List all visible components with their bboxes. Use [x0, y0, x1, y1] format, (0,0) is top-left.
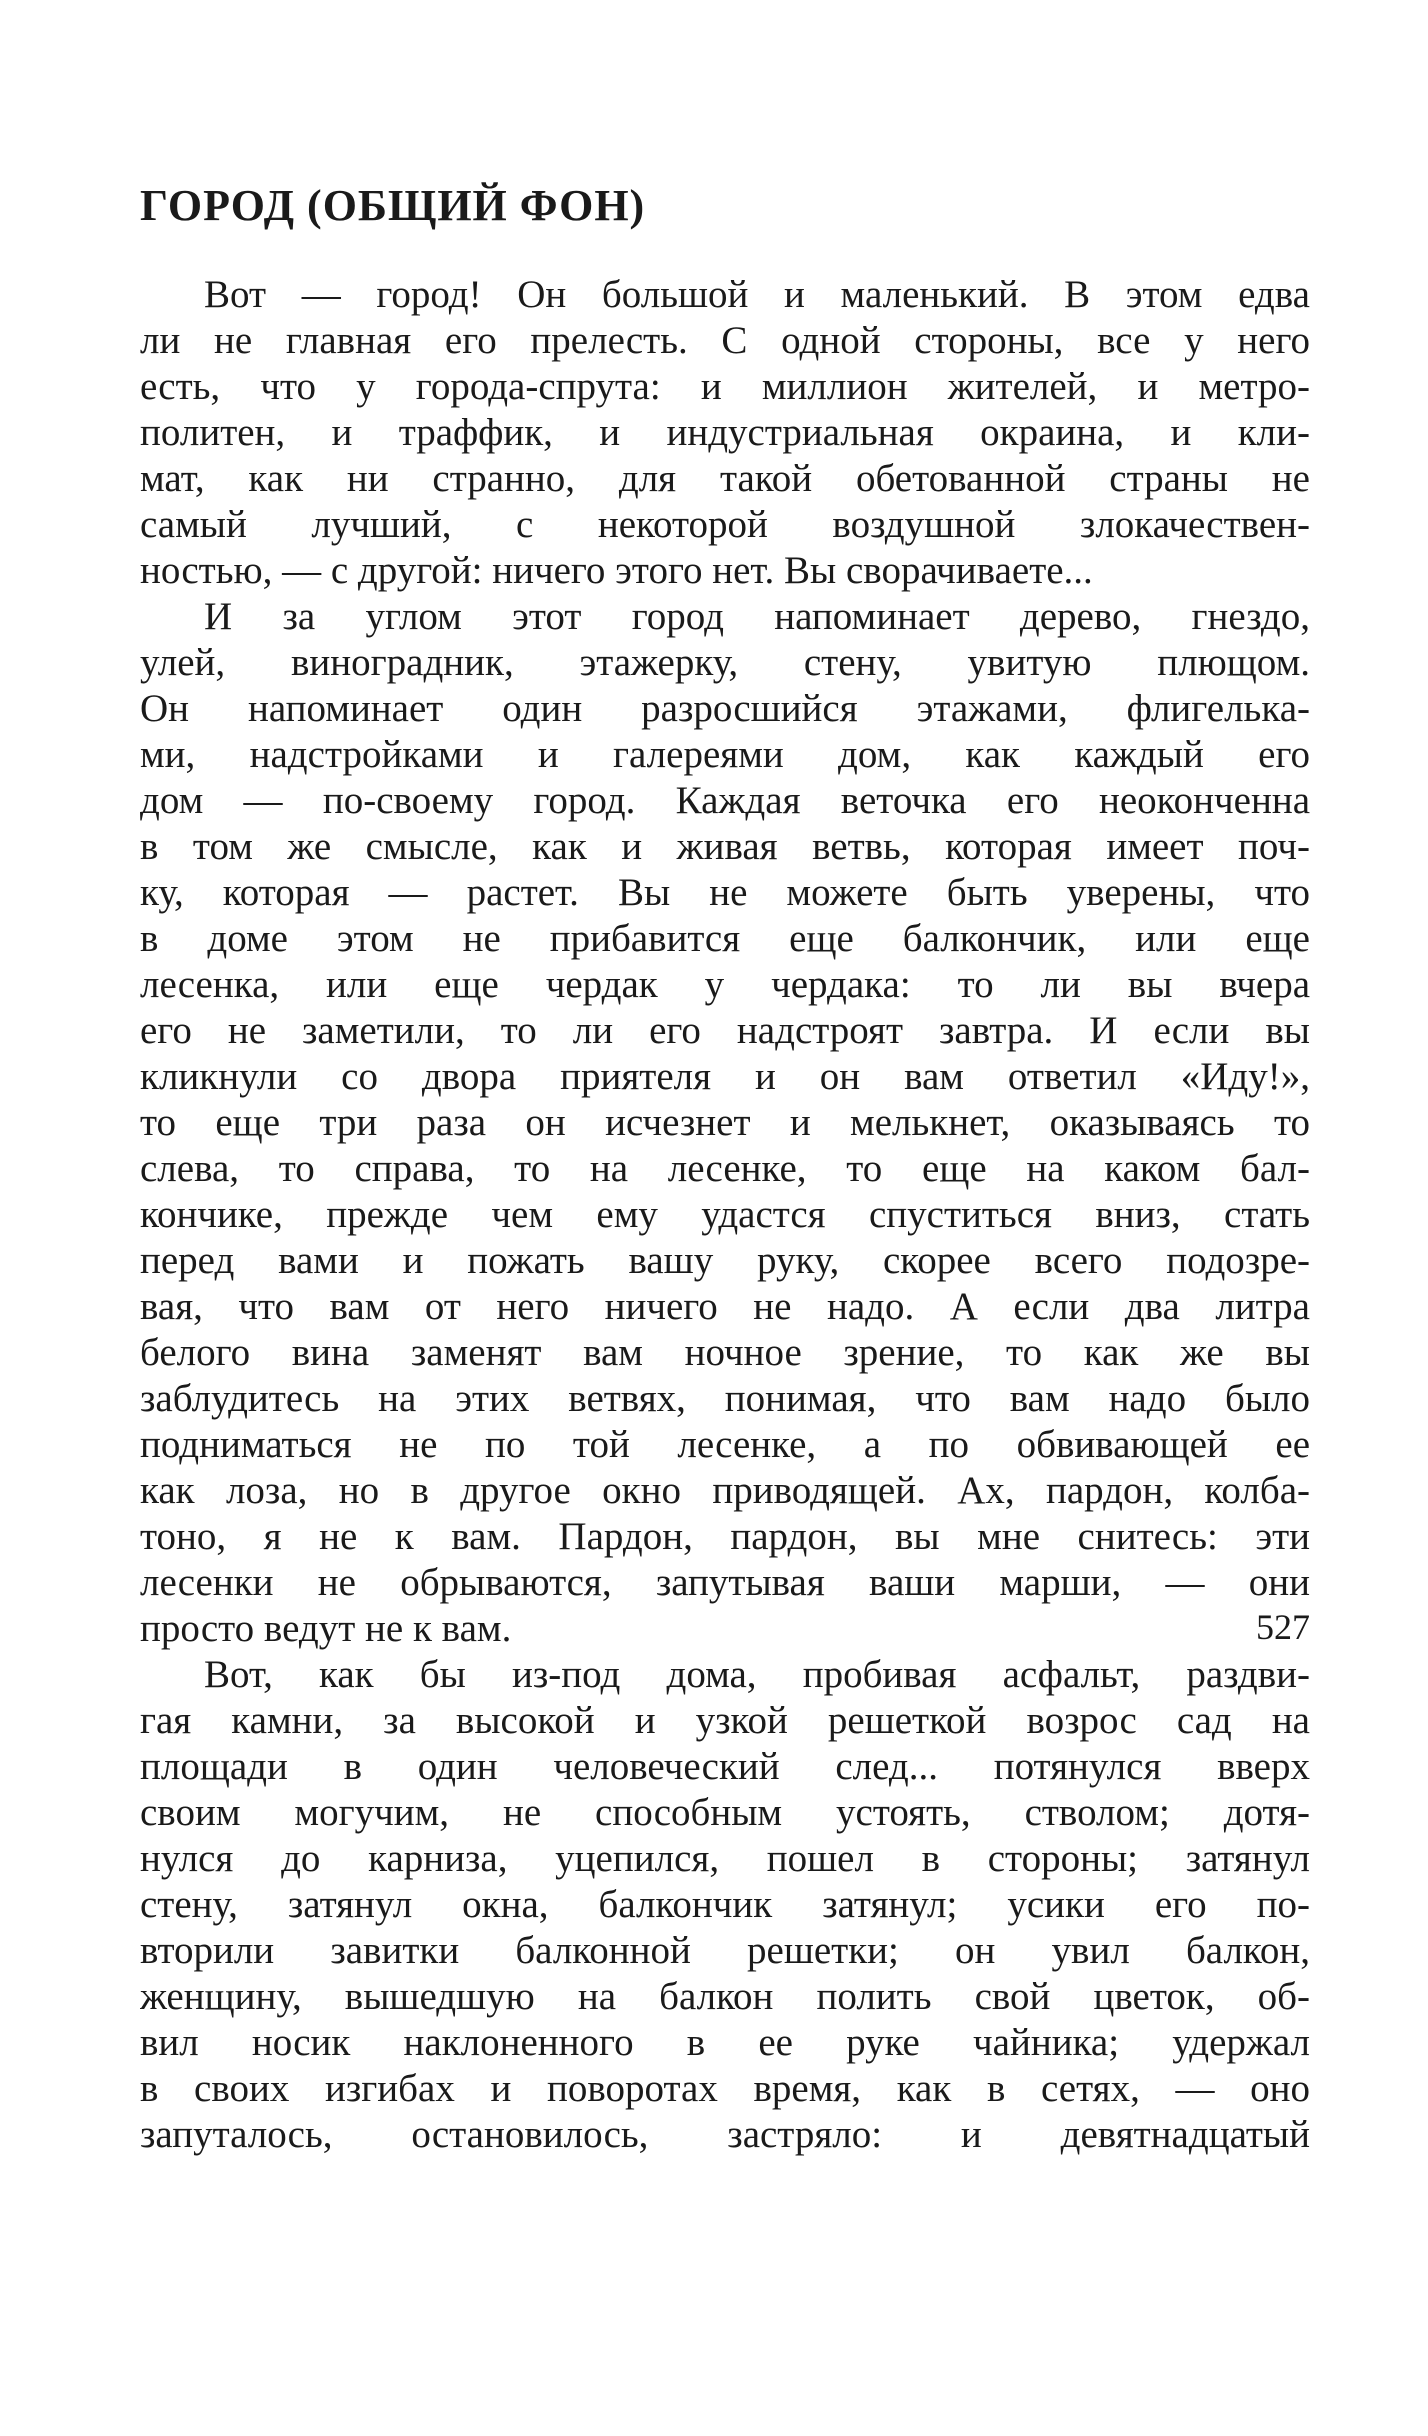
text-line: кончике, прежде чем ему удастся спуститься вниз, стать	[140, 1193, 1310, 1236]
text-line: кликнули со двора приятеля и он вам ответил «Иду!»,	[140, 1055, 1310, 1098]
text-line: ностью, — с другой: ничего этого нет. Вы сворачиваете...	[140, 549, 1093, 592]
text-line: площади в один человеческий след... потянулся вверх	[140, 1745, 1310, 1788]
text-line: ли не главная его прелесть. С одной стороны, все у него	[140, 319, 1310, 362]
text-line: в том же смысле, как и живая ветвь, которая имеет поч-	[140, 825, 1310, 868]
text-line: есть, что у города-спрута: и миллион жителей, и метро-	[140, 365, 1310, 408]
paragraph	[140, 1652, 1310, 2158]
text-line: заблудитесь на этих ветвях, понимая, что вам надо было	[140, 1377, 1310, 1420]
paragraph	[140, 594, 1310, 1652]
text-line: как лоза, но в другое окно приводящей. Ах, пардон, колба-	[140, 1469, 1310, 1512]
text-line: просто ведут не к вам.	[140, 1607, 512, 1650]
text-line: в своих изгибах и поворотах время, как в сетях, — оно	[140, 2067, 1310, 2110]
text-line: Он напоминает один разросшийся этажами, флигелька-	[140, 687, 1310, 730]
page-number: 527	[1256, 1607, 1310, 1647]
text-line: запуталось, остановилось, застряло: и девятнадцатый	[140, 2113, 1310, 2156]
text-line: женщину, вышедшую на балкон полить свой цветок, об-	[140, 1975, 1310, 2018]
text-line: белого вина заменят вам ночное зрение, то как же вы	[140, 1331, 1310, 1374]
chapter-heading: ГОРОД (ОБЩИЙ ФОН)	[140, 181, 646, 230]
text-line: его не заметили, то ли его надстроят завтра. И если вы	[140, 1009, 1310, 1052]
text-line: ку, которая — растет. Вы не можете быть уверены, что	[140, 871, 1310, 914]
body-text	[140, 272, 1310, 2158]
text-line: политен, и траффик, и индустриальная окраина, и кли-	[140, 411, 1310, 454]
text-line: своим могучим, не способным устоять, стволом; дотя-	[140, 1791, 1310, 1834]
text-line: мат, как ни странно, для такой обетованной страны не	[140, 457, 1310, 500]
text-line: вил носик наклоненного в ее руке чайника; удержал	[140, 2021, 1310, 2064]
text-line: самый лучший, с некоторой воздушной злокачествен-	[140, 503, 1310, 546]
text-line: нулся до карниза, уцепился, пошел в стороны; затянул	[140, 1837, 1310, 1880]
paragraph	[140, 272, 1310, 594]
text-line: улей, виноградник, этажерку, стену, увитую плющом.	[140, 641, 1310, 684]
text-line: И за углом этот город напоминает дерево, гнездо,	[204, 595, 1310, 638]
text-line: Вот, как бы из-под дома, пробивая асфальт, раздви-	[204, 1653, 1310, 1696]
text-line: лесенка, или еще чердак у чердака: то ли вы вчера	[140, 963, 1310, 1006]
text-line: перед вами и пожать вашу руку, скорее всего подозре-	[140, 1239, 1310, 1282]
text-line: вая, что вам от него ничего не надо. А если два литра	[140, 1285, 1310, 1328]
text-line: вторили завитки балконной решетки; он увил балкон,	[140, 1929, 1310, 1972]
text-line: Вот — город! Он большой и маленький. В этом едва	[204, 273, 1310, 316]
text-line: дом — по-своему город. Каждая веточка его неоконченна	[140, 779, 1310, 822]
text-line: в доме этом не прибавится еще балкончик, или еще	[140, 917, 1310, 960]
text-line: ми, надстройками и галереями дом, как каждый его	[140, 733, 1310, 776]
text-line: стену, затянул окна, балкончик затянул; усики его по-	[140, 1883, 1310, 1926]
text-line: лесенки не обрываются, запутывая ваши марши, — они	[140, 1561, 1310, 1604]
text-line: подниматься не по той лесенке, а по обвивающей ее	[140, 1423, 1310, 1466]
text-line: слева, то справа, то на лесенке, то еще на каком бал-	[140, 1147, 1310, 1190]
text-line: то еще три раза он исчезнет и мелькнет, оказываясь то	[140, 1101, 1310, 1144]
text-line: гая камни, за высокой и узкой решеткой возрос сад на	[140, 1699, 1310, 1742]
text-line: тоно, я не к вам. Пардон, пардон, вы мне снитесь: эти	[140, 1515, 1310, 1558]
